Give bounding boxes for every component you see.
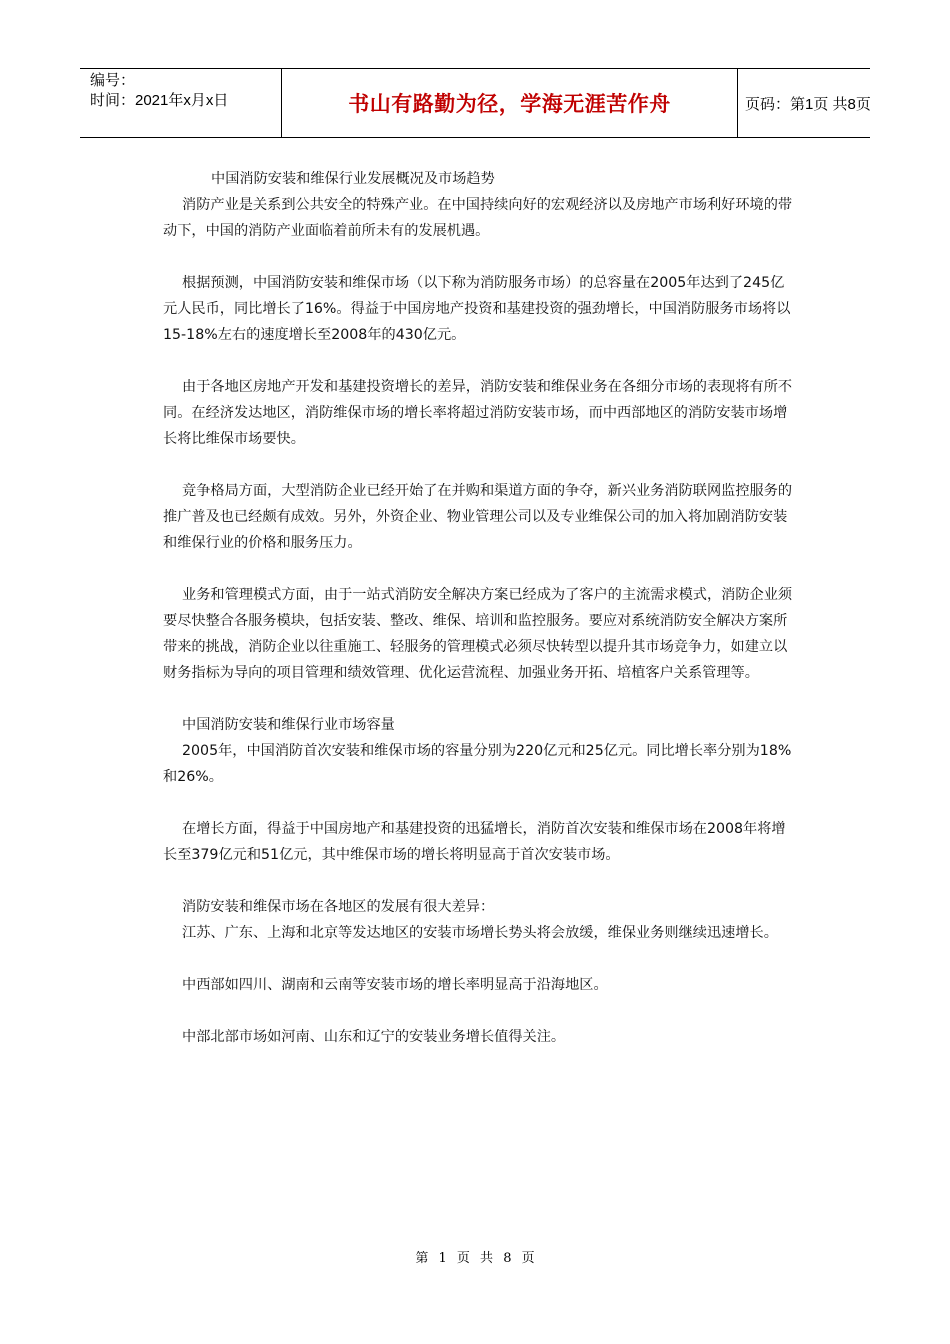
paragraph: 竞争格局方面，大型消防企业已经开始了在并购和渠道方面的争夺，新兴业务消防联网监控服务的推广普及也已经颇有成效。另外，外资企业、物业管理公司以及专业维保公司的加入将加剧消防安装和维保行业的价格和服务压力。	[163, 483, 793, 551]
paragraph: 中西部如四川、湖南和云南等安装市场的增长率明显高于沿海地区。	[182, 977, 608, 993]
paragraph: 江苏、广东、上海和北京等发达地区的安装市场增长势头将会放缓，维保业务则继续迅速增长。	[182, 925, 778, 941]
page-footer: 第 1 页 共 8 页	[415, 1251, 535, 1266]
document-body	[163, 166, 793, 1050]
page-header	[80, 68, 870, 138]
page-code: 页码：第1页 共8页	[745, 95, 871, 113]
section-subtitle: 中国消防安装和维保行业市场容量	[182, 717, 395, 733]
header-page-cell	[737, 69, 870, 137]
paragraph: 2005年，中国消防首次安装和维保市场的容量分别为220亿元和25亿元。同比增长率分别为18%和26%。	[163, 743, 792, 785]
paragraph: 由于各地区房地产开发和基建投资增长的差异，消防安装和维保业务在各细分市场的表现将有所不同。在经济发达地区，消防维保市场的增长率将超过消防安装市场，而中西部地区的消防安装市场增长将比维保市场要快。	[163, 379, 793, 447]
paragraph: 消防产业是关系到公共安全的特殊产业。在中国持续向好的宏观经济以及房地产市场利好环境的带动下，中国的消防产业面临着前所未有的发展机遇。	[163, 197, 793, 239]
paragraph: 消防安装和维保市场在各地区的发展有很大差异：	[182, 899, 495, 915]
paragraph: 根据预测，中国消防安装和维保市场（以下称为消防服务市场）的总容量在2005年达到了245亿元人民币，同比增长了16%。得益于中国房地产投资和基建投资的强劲增长，中国消防服务市场将以15-18%左右的速度增长至2008年的430亿元。	[163, 275, 791, 343]
header-motto-cell	[281, 69, 738, 137]
paragraph: 在增长方面，得益于中国房地产和基建投资的迅猛增长，消防首次安装和维保市场在2008年将增长至379亿元和51亿元，其中维保市场的增长将明显高于首次安装市场。	[163, 821, 786, 863]
motto-text: 书山有路勤为径，学海无涯苦作舟	[348, 92, 671, 116]
paragraph: 业务和管理模式方面，由于一站式消防安全解决方案已经成为了客户的主流需求模式，消防企业须要尽快整合各服务模块，包括安装、整改、维保、培训和监控服务。要应对系统消防安全解决方案所带来的挑战，消防企业以往重施工、轻服务的管理模式必须尽快转型以提升其市场竞争力，如建立以财务指标为导向的项目管理和绩效管理、优化运营流程、加强业务开拓、培植客户关系管理等。	[163, 587, 793, 681]
document-title: 中国消防安装和维保行业发展概况及市场趋势	[211, 171, 495, 187]
paragraph: 中部北部市场如河南、山东和辽宁的安装业务增长值得关注。	[182, 1029, 566, 1045]
header-info-cell	[80, 69, 281, 137]
number-label: 编号：	[90, 72, 136, 89]
time-label: 时间：2021年x月x日	[90, 92, 229, 109]
